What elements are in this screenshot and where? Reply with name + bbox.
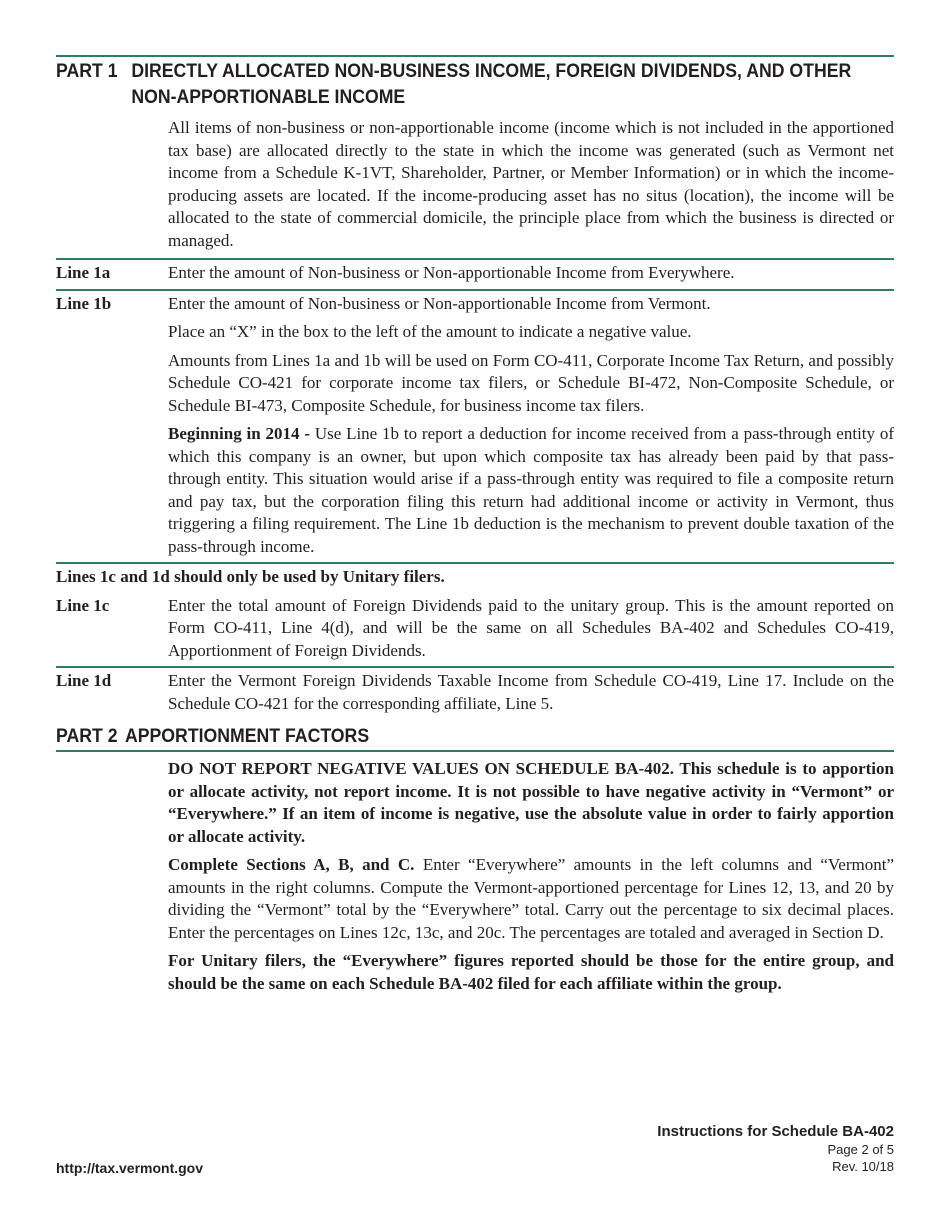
line-1b	[56, 291, 894, 316]
divider	[56, 750, 894, 752]
part2-sections-text: Enter “Everywhere” amounts in the left columns and “Vermont” amounts in the right columns. Compute the Vermont-apportioned percentage for Lines 12, 13, and 20 by dividing the “Vermont” total by the “Everywhere” total. Carry out the percentage to six decimal places. Enter the percentages on Lines 12c, 13c, and 20c. The percentages are totaled and averaged in Section D.	[168, 855, 894, 942]
line-1d-text: Enter the Vermont Foreign Dividends Taxable Income from Schedule CO-419, Line 17. Include on the Schedule CO-421 for the corresponding affiliate, Line 5.	[168, 671, 894, 713]
part2-sections	[168, 854, 894, 944]
footer-info	[657, 1122, 894, 1175]
divider	[56, 55, 894, 57]
line-1d-label: Line 1d	[56, 671, 112, 690]
line-1b-2014-note	[168, 423, 894, 558]
part2-number: PART 2	[56, 726, 118, 747]
line-1c-text: Enter the total amount of Foreign Dividends paid to the unitary group. This is the amount reported on Form CO-411, Line 4(d), and will be the same on all Schedules BA-402 and Schedules CO-419, Apportionment of Foreign Dividends.	[168, 595, 894, 660]
line-1b-text: Enter the amount of Non-business or Non-apportionable Income from Vermont.	[168, 293, 711, 313]
part2-sections-lead: Complete Sections A, B, and C.	[168, 855, 415, 874]
part1-intro: All items of non-business or non-apportionable income (income which is not included in the apportioned tax base) are allocated directly to the state in which the income was generated (such as Vermont net income from a Schedule K-1VT, Shareholder, Partner, or Member Information) or in which the income-producing assets are located. If the income-producing asset has no situs (location), the income will be allocated to the state of commercial domicile, the principle place from which the business is directed or managed.	[168, 118, 894, 250]
part2-warning: DO NOT REPORT NEGATIVE VALUES ON SCHEDULE BA-402. This schedule is to apportion or allocate activity, not report income. It is not possible to have negative activity in “Vermont” or “Everywhere.” If an item of income is negative, use the absolute value in order to fairly apportion or allocate activity.	[168, 759, 894, 846]
line-1a-text: Enter the amount of Non-business or Non-apportionable Income from Everywhere.	[168, 263, 735, 282]
line-1c-label: Line 1c	[56, 595, 110, 615]
unitary-note: Lines 1c and 1d should only be used by Unitary filers.	[56, 567, 445, 586]
line-1d	[56, 668, 894, 715]
line-1b-2014-text: Use Line 1b to report a deduction for income received from a pass-through entity of which this company is an owner, but upon which composite tax has already been paid by that pass-through entity. This situation would arise if a pass-through entity was required to file a composite return and pay tax, but the corporation filing this return had additional income or activity in Vermont, thus triggering a filing requirement. The Line 1b deduction is the mechanism to prevent double taxation of the pass-through income.	[168, 424, 894, 556]
line-1b-2014-lead: Beginning in 2014 -	[168, 424, 310, 443]
part2-heading	[56, 724, 893, 750]
line-1b-label: Line 1b	[56, 293, 112, 313]
footer-page: Page 2 of 5	[827, 1142, 894, 1157]
line-1b-negative-note: Place an “X” in the box to the left of the amount to indicate a negative value.	[168, 322, 692, 341]
footer-url: http://tax.vermont.gov	[56, 1160, 204, 1176]
line-1a	[56, 260, 894, 285]
part1-number: PART 1	[56, 61, 118, 82]
instructions-page	[56, 55, 894, 995]
line-1a-label: Line 1a	[56, 263, 111, 282]
part1-heading	[56, 59, 893, 111]
part2-unitary-note: For Unitary filers, the “Everywhere” figures reported should be those for the entire group, and should be the same on each Schedule BA-402 filed for each affiliate within the group.	[168, 951, 894, 993]
footer-title: Instructions for Schedule BA-402	[657, 1123, 894, 1140]
line-1c	[56, 595, 894, 663]
part2-title: APPORTIONMENT FACTORS	[124, 726, 370, 747]
part1-title: DIRECTLY ALLOCATED NON-BUSINESS INCOME, FOREIGN DIVIDENDS, AND OTHER NON-APPORTIONABLE INCOME	[131, 61, 852, 108]
line-1b-forms-note: Amounts from Lines 1a and 1b will be used on Form CO-411, Corporate Income Tax Return, and possibly Schedule CO-421 for corporate income tax filers, or Schedule BI-472, Non-Composite Schedule, or Schedule BI-473, Composite Schedule, for business income tax filers.	[168, 350, 894, 415]
footer-rev: Rev. 10/18	[832, 1159, 894, 1174]
